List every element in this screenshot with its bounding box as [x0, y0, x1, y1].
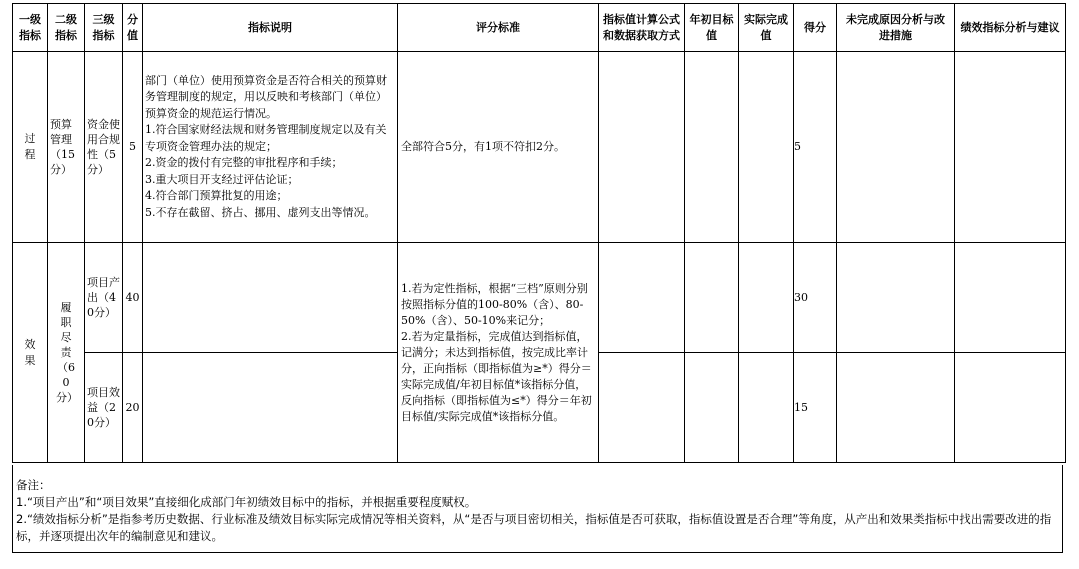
- effect-criteria-text: 1.若为定性指标，根据“三档”原则分别按照指标分值的100-80%（含）、80-50%（含）、50-10%来记分； 2.若为定量指标，完成值达到指标值，记满分；未达到指标值，按完成比率计分，正向指标（即指标值为≥*）得分＝实际完成值/年初目标值*该指标分值，反向指标（即指标值为≤*）得分＝年初目标值/实际完成值*该指标分值。: [401, 281, 592, 423]
- header-actual: [739, 4, 794, 52]
- process-calc-method: [599, 52, 685, 243]
- notes-line-2: 2.“绩效指标分析”是指参考历史数据、行业标准及绩效目标实际完成情况等相关资料，从“是否与项目密切相关，指标值是否可获取，指标值设置是否合理”等角度，从产出和效果类指标中找出需要改进的指标，并逐项提出次年的编制意见和建议。: [16, 512, 1052, 543]
- evaluation-table: [12, 3, 1066, 463]
- benefit-level3: [85, 353, 123, 463]
- notes-line-1: 1.“项目产出”和“项目效果”直接细化成部门年初绩效目标中的指标，并根据重要程度赋权。: [16, 495, 477, 509]
- process-value-text: 5: [129, 140, 136, 153]
- output-level3: [85, 243, 123, 353]
- output-suggestions: [955, 243, 1066, 353]
- output-score: [794, 243, 837, 353]
- output-score-text: 30: [794, 290, 808, 304]
- process-level1: [13, 52, 48, 243]
- benefit-reasons: [837, 353, 955, 463]
- effect-level2-text: 履职尽责（60分）: [56, 301, 78, 404]
- header-level2: [48, 4, 85, 52]
- process-criteria: [398, 52, 599, 243]
- header-level1-text: 一级指标: [19, 12, 41, 42]
- benefit-score: [794, 353, 837, 463]
- header-criteria: [398, 4, 599, 52]
- header-suggestions: [955, 4, 1066, 52]
- output-target: [685, 243, 739, 353]
- benefit-value-text: 20: [125, 400, 140, 414]
- table-row-process: [13, 52, 1066, 243]
- header-reasons-text: 未完成原因分析与改进措施: [846, 12, 945, 42]
- output-calc-method: [599, 243, 685, 353]
- process-value: [123, 52, 143, 243]
- effect-level1: [13, 243, 48, 463]
- header-target-text: 年初目标值: [689, 12, 734, 42]
- benefit-level3-text: 项目效益（20分）: [87, 386, 120, 429]
- process-reasons: [837, 52, 955, 243]
- header-target: [685, 4, 739, 52]
- process-level2: [48, 52, 85, 243]
- process-score: [794, 52, 837, 243]
- header-calc-method-text: 指标值计算公式和数据获取方式: [603, 12, 680, 42]
- benefit-description: [143, 353, 398, 463]
- header-description-text: 指标说明: [248, 20, 292, 34]
- header-level1: [13, 4, 48, 52]
- process-description-text: 部门（单位）使用预算资金是否符合相关的预算财务管理制度的规定，用以反映和考核部门（单位）预算资金的规范运行情况。 1.符合国家财经法规和财务管理制度规定以及有关专项资金管理办法的规定； 2.资金的拨付有完整的审批程序和手续； 3.重大项目开支经过评估论证； 4.符合部门预算批复的用途； 5.不存在截留、挤占、挪用、虚列支出等情况。: [145, 73, 387, 219]
- output-actual: [739, 243, 794, 353]
- notes-box: [12, 465, 1063, 553]
- output-level3-text: 项目产出（40分）: [87, 276, 120, 319]
- benefit-actual: [739, 353, 794, 463]
- process-level2-text: 预算管理（15分）: [50, 118, 75, 176]
- header-suggestions-text: 绩效指标分析与建议: [960, 20, 1060, 34]
- process-actual: [739, 52, 794, 243]
- header-level2-text: 二级指标: [55, 12, 77, 42]
- header-score: [794, 4, 837, 52]
- header-row: [13, 4, 1066, 52]
- table-row-output: [13, 243, 1066, 353]
- process-level3-text: 资金使用合规性（5分）: [87, 118, 120, 176]
- process-description: [143, 52, 398, 243]
- process-criteria-text: 全部符合5分，有1项不符扣2分。: [401, 140, 565, 153]
- header-score-text: 得分: [804, 20, 826, 34]
- process-level3: [85, 52, 123, 243]
- benefit-value: [123, 353, 143, 463]
- output-value-text: 40: [125, 290, 140, 304]
- effect-level1-text: 效果: [24, 337, 36, 367]
- header-score-value-text: 分值: [127, 12, 138, 42]
- process-suggestions: [955, 52, 1066, 243]
- benefit-calc-method: [599, 353, 685, 463]
- notes-title: 备注：: [16, 478, 51, 492]
- header-reasons: [837, 4, 955, 52]
- process-level1-text: 过程: [24, 132, 36, 161]
- header-score-value: [123, 4, 143, 52]
- header-description: [143, 4, 398, 52]
- header-calc-method: [599, 4, 685, 52]
- header-actual-text: 实际完成值: [744, 12, 788, 42]
- output-reasons: [837, 243, 955, 353]
- benefit-score-text: 15: [794, 400, 808, 414]
- effect-level2: [48, 243, 85, 463]
- header-criteria-text: 评分标准: [476, 20, 520, 34]
- output-value: [123, 243, 143, 353]
- header-level3: [85, 4, 123, 52]
- benefit-target: [685, 353, 739, 463]
- performance-evaluation-sheet: [12, 3, 1065, 555]
- benefit-suggestions: [955, 353, 1066, 463]
- output-description: [143, 243, 398, 353]
- header-level3-text: 三级指标: [92, 12, 115, 42]
- effect-criteria: [398, 243, 599, 463]
- process-score-text: 5: [794, 140, 801, 153]
- process-target: [685, 52, 739, 243]
